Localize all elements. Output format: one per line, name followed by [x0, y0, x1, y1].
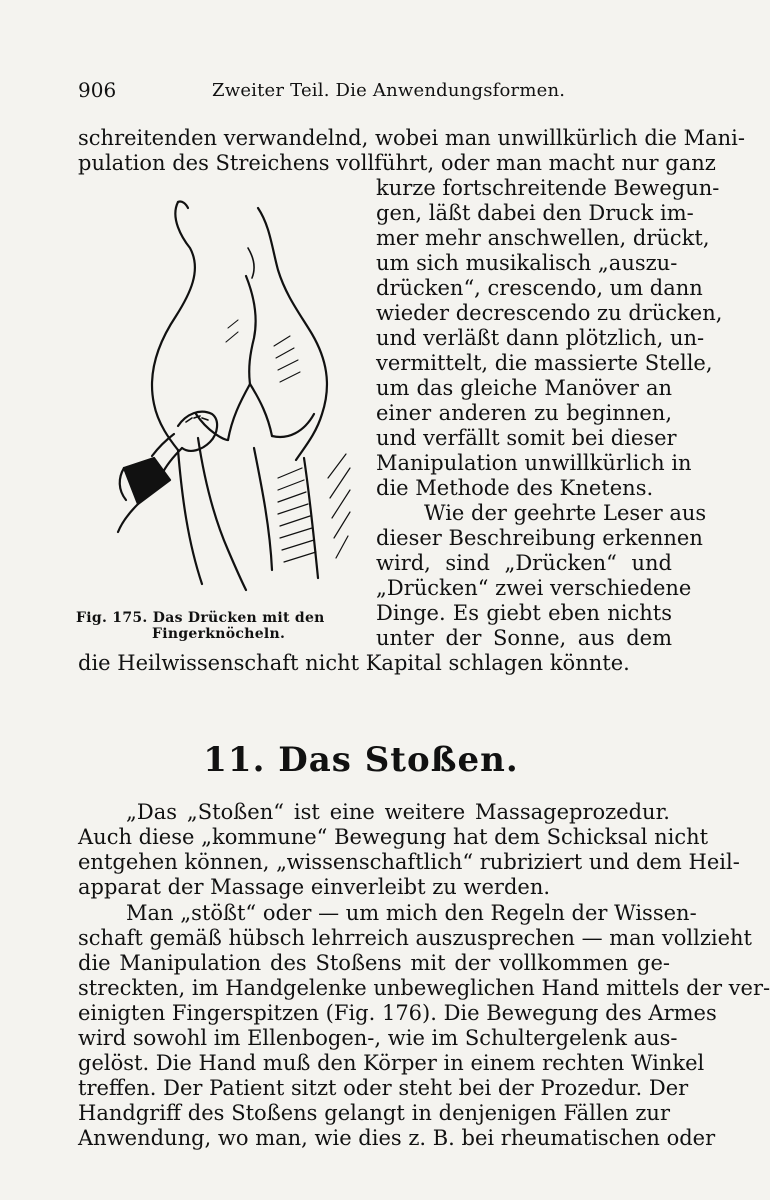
text-line: um das gleiche Manöver an [376, 376, 672, 400]
text-line: schreitenden verwandelnd, wobei man unwillkürlich die Mani- [78, 126, 745, 150]
section-heading: 11. Das Stoßen. [203, 740, 519, 780]
text-line: Anwendung, wo man, wie dies z. B. bei rheumatischen oder [78, 1126, 716, 1150]
text-line: einigten Fingerspitzen (Fig. 176). Die Bewegung des Armes [78, 1001, 717, 1025]
text-line: kurze fortschreitende Bewegun- [376, 176, 720, 200]
illustration-hand-pressing-knuckles [78, 178, 360, 608]
text-line: Manipulation unwillkürlich in [376, 451, 692, 475]
text-line: Wie der geehrte Leser aus [424, 501, 707, 525]
text-line: und verfällt somit bei dieser [376, 426, 677, 450]
text-line: streckten, im Handgelenke unbeweglichen Hand mittels der ver- [78, 976, 770, 1000]
text-line: wird sowohl im Ellenbogen-, wie im Schultergelenk aus- [78, 1026, 678, 1050]
text-line: Auch diese „kommune“ Bewegung hat dem Schicksal nicht [78, 825, 709, 849]
text-line: apparat der Massage einverleibt zu werden. [78, 875, 551, 899]
text-line: Man „stößt“ oder — um mich den Regeln der Wissen- [126, 901, 697, 925]
text-line: dieser Beschreibung erkennen [376, 526, 703, 550]
text-line: um sich musikalisch „auszu- [376, 251, 678, 275]
figure-caption-line: Fingerknöcheln. [152, 626, 286, 642]
text-line: gelöst. Die Hand muß den Körper in einem rechten Winkel [78, 1051, 705, 1075]
text-line: „Das „Stoßen“ ist eine weitere Massageprozedur. [126, 800, 670, 824]
figure-caption-line: Fig. 175. Das Drücken mit den [76, 610, 325, 626]
text-line: drücken“, crescendo, um dann [376, 276, 703, 300]
engraving-figure [78, 178, 360, 608]
text-line: pulation des Streichens vollführt, oder man macht nur ganz [78, 151, 716, 175]
text-line: die Methode des Knetens. [376, 476, 654, 500]
text-line: vermittelt, die massierte Stelle, [376, 351, 713, 375]
text-line: einer anderen zu beginnen, [376, 401, 672, 425]
text-line: unter der Sonne, aus dem [376, 626, 672, 650]
text-line: Dinge. Es giebt eben nichts [376, 601, 672, 625]
page-header [78, 78, 668, 108]
text-line: Handgriff des Stoßens gelangt in denjenigen Fällen zur [78, 1101, 670, 1125]
text-line: wieder decrescendo zu drücken, [376, 301, 723, 325]
text-line: die Manipulation des Stoßens mit der vollkommen ge- [78, 951, 670, 975]
text-line: wird, sind „Drücken“ und [376, 551, 672, 575]
text-line: gen, läßt dabei den Druck im- [376, 201, 694, 225]
figure-caption [76, 610, 368, 642]
text-line: mer mehr anschwellen, drückt, [376, 226, 710, 250]
text-line: die Heilwissenschaft nicht Kapital schlagen könnte. [78, 651, 630, 675]
text-line: und verläßt dann plötzlich, un- [376, 326, 705, 350]
text-line: treffen. Der Patient sitzt oder steht bei der Prozedur. Der [78, 1076, 689, 1100]
text-line: entgehen können, „wissenschaftlich“ rubriziert und dem Heil- [78, 850, 740, 874]
running-head: Zweiter Teil. Die Anwendungsformen. [212, 80, 566, 101]
page-number: 906 [78, 78, 117, 102]
text-line: „Drücken“ zwei verschiedene [376, 576, 692, 600]
text-line: schaft gemäß hübsch lehrreich auszusprechen — man vollzieht [78, 926, 752, 950]
